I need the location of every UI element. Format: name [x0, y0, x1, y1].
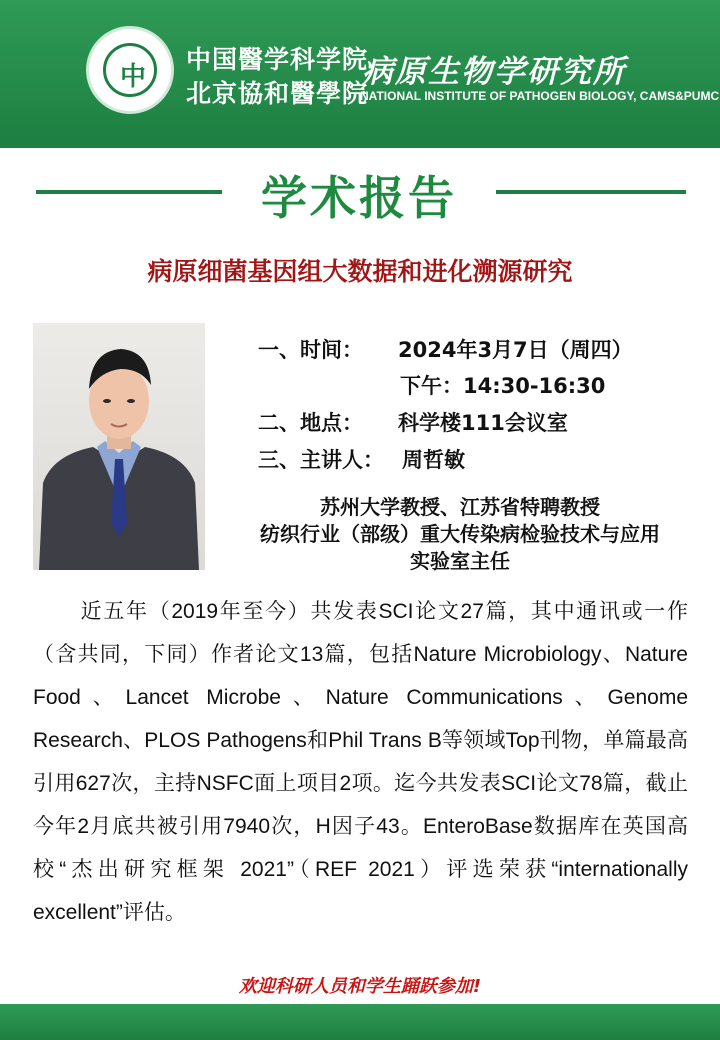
speaker-photo — [33, 323, 205, 570]
report-title: 病原细菌基因组大数据和进化溯源研究 — [147, 257, 573, 286]
speaker-bio-text: 近五年（2019年至今）共发表SCI论文27篇，其中通讯或一作（含共同，下同）作者论文13篇，包括Nature Microbiology、Nature Food、Lancet Microbe、Nature Communications、Genome Research、PLOS Pathogens和Phil Trans B等领域Top刊物，单篇最高引用627次，主持NSFC面上项目2项。迄今共发表SCI论文78篇，截止今年2月底共被引用7940次，H因子43。EnteroBase数据库在英国高校“杰出研究框架 2021”（REF 2021）评选荣获“internationally excellent”评估。 — [33, 600, 688, 924]
footer-bar — [0, 1004, 720, 1040]
banner-rule-left — [36, 190, 222, 194]
speaker-label: 三、主讲人： — [258, 448, 384, 472]
banner-rule-right — [496, 190, 686, 194]
speaker-name: 周哲敏 — [402, 448, 465, 472]
place-value: 科学楼111会议室 — [398, 411, 568, 435]
header-bar — [0, 0, 720, 148]
time-date: 2024年3月7日（周四） — [398, 338, 633, 362]
place-label: 二、地点： — [258, 411, 363, 435]
institution-name-line2: 北京協和醫學院 — [186, 79, 369, 108]
time-hours: 下午：14:30-16:30 — [400, 374, 606, 398]
speaker-affiliation-line1: 苏州大学教授、江苏省特聘教授 — [320, 495, 600, 519]
speaker-affiliation-line2: 纺织行业（部级）重大传染病检验技术与应用 — [260, 522, 660, 546]
speaker-bio — [33, 590, 688, 934]
logo-glyph: 中 — [119, 62, 146, 92]
caduceus-emblem-icon — [103, 43, 157, 97]
banner-title: 学术报告 — [261, 171, 457, 225]
time-label: 一、时间： — [258, 338, 363, 362]
institution-name-line1: 中国醫学科学院 — [186, 45, 369, 74]
institute-name-cn: 病原生物学研究所 — [362, 54, 626, 90]
speaker-affiliation-line3: 实验室主任 — [410, 549, 510, 573]
welcome-message: 欢迎科研人员和学生踊跃参加! — [238, 976, 482, 997]
institute-name-en: NATIONAL INSTITUTE OF PATHOGEN BIOLOGY, CAMS&PUMC — [360, 89, 720, 103]
institution-logo — [86, 26, 174, 114]
